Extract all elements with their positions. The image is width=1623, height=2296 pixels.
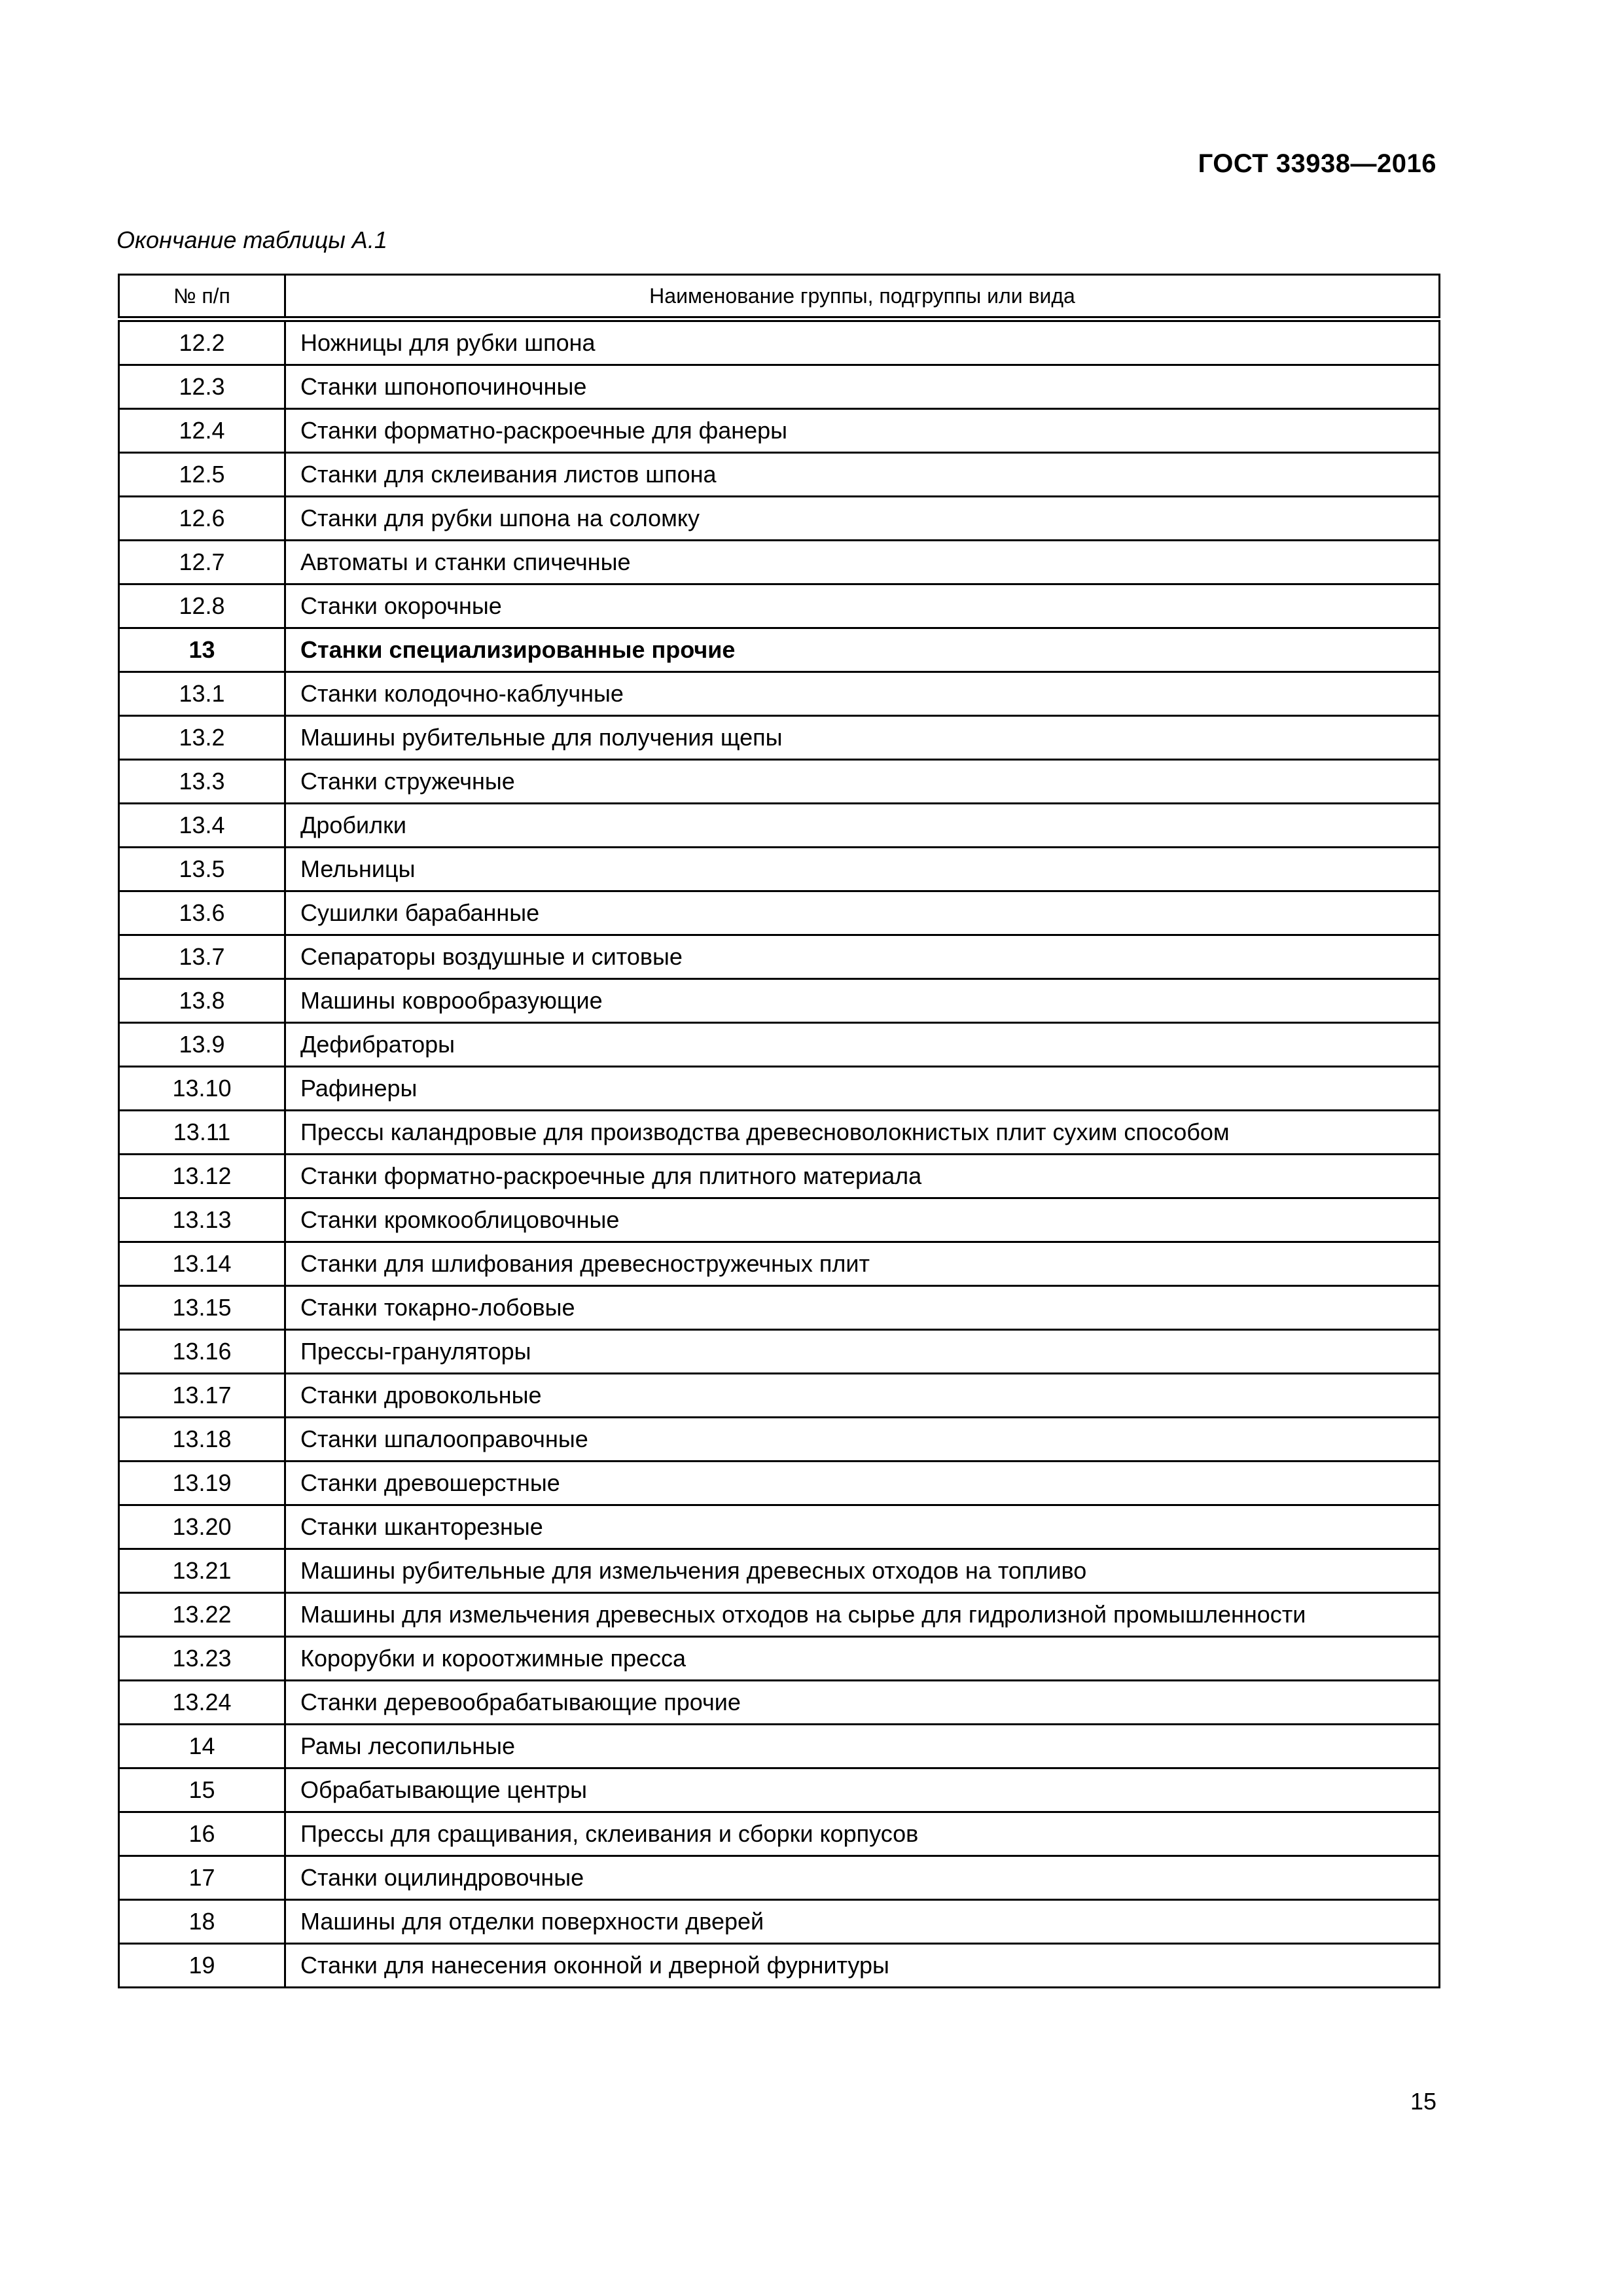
row-number-cell: 13.15 — [119, 1286, 285, 1330]
row-number-cell: 17 — [119, 1856, 285, 1900]
table-row — [119, 1681, 1440, 1725]
table-row — [119, 1286, 1440, 1330]
table-row — [119, 1549, 1440, 1593]
row-number-cell: 12.3 — [119, 365, 285, 409]
row-number-cell: 12.8 — [119, 584, 285, 628]
table-row — [119, 1768, 1440, 1812]
row-name-cell: Машины рубительные для измельчения древесных отходов на топливо — [285, 1549, 1440, 1593]
row-number-cell: 13.6 — [119, 891, 285, 935]
classification-table — [118, 274, 1440, 1988]
table-row — [119, 1242, 1440, 1286]
table-row — [119, 979, 1440, 1023]
row-number-cell: 13.18 — [119, 1418, 285, 1462]
row-number-cell: 12.5 — [119, 453, 285, 497]
row-name-cell: Рамы лесопильные — [285, 1725, 1440, 1768]
row-name-cell: Станки для шлифования древесностружечных плит — [285, 1242, 1440, 1286]
table-caption: Окончание таблицы А.1 — [116, 226, 387, 253]
row-name-cell: Станки шпалооправочные — [285, 1418, 1440, 1462]
row-name-cell: Станки стружечные — [285, 760, 1440, 804]
table-row — [119, 1856, 1440, 1900]
row-number-cell: 19 — [119, 1944, 285, 1988]
row-name-cell: Станки колодочно-каблучные — [285, 672, 1440, 716]
row-number-cell: 13.16 — [119, 1330, 285, 1374]
row-name-cell: Корорубки и короотжимные пресса — [285, 1637, 1440, 1681]
row-number-cell: 12.4 — [119, 409, 285, 453]
row-name-cell: Станки шканторезные — [285, 1505, 1440, 1549]
row-name-cell: Автоматы и станки спичечные — [285, 541, 1440, 584]
row-name-cell: Сушилки барабанные — [285, 891, 1440, 935]
table-row — [119, 497, 1440, 541]
row-number-cell: 13.19 — [119, 1462, 285, 1505]
row-number-cell: 13.4 — [119, 804, 285, 848]
row-name-cell: Прессы-грануляторы — [285, 1330, 1440, 1374]
row-number-cell: 14 — [119, 1725, 285, 1768]
row-name-cell: Сепараторы воздушные и ситовые — [285, 935, 1440, 979]
row-name-cell: Машины рубительные для получения щепы — [285, 716, 1440, 760]
row-name-cell: Станки дровокольные — [285, 1374, 1440, 1418]
table-row — [119, 1812, 1440, 1856]
table-row — [119, 453, 1440, 497]
table-row — [119, 1155, 1440, 1198]
row-number-cell: 12.6 — [119, 497, 285, 541]
row-name-cell: Станки для рубки шпона на соломку — [285, 497, 1440, 541]
row-number-cell: 13.10 — [119, 1067, 285, 1111]
row-name-cell: Ножницы для рубки шпона — [285, 319, 1440, 365]
row-number-cell: 13.5 — [119, 848, 285, 891]
row-name-cell: Мельницы — [285, 848, 1440, 891]
row-number-cell: 13.8 — [119, 979, 285, 1023]
row-name-cell: Дробилки — [285, 804, 1440, 848]
row-number-cell: 13.2 — [119, 716, 285, 760]
table-row — [119, 541, 1440, 584]
table-row — [119, 716, 1440, 760]
table-header-row — [119, 275, 1440, 319]
row-name-cell: Прессы для сращивания, склеивания и сборки корпусов — [285, 1812, 1440, 1856]
row-name-cell: Дефибраторы — [285, 1023, 1440, 1067]
table-group-row — [119, 628, 1440, 672]
column-header-name: Наименование группы, подгруппы или вида — [285, 275, 1440, 319]
table-row — [119, 1725, 1440, 1768]
row-number-cell: 15 — [119, 1768, 285, 1812]
row-number-cell: 13.7 — [119, 935, 285, 979]
table-row — [119, 1418, 1440, 1462]
row-name-cell: Станки оцилиндровочные — [285, 1856, 1440, 1900]
table-row — [119, 409, 1440, 453]
table-row — [119, 848, 1440, 891]
document-id: ГОСТ 33938—2016 — [1198, 149, 1436, 178]
row-name-cell: Машины для измельчения древесных отходов на сырье для гидролизной промышленности — [285, 1593, 1440, 1637]
row-number-cell: 18 — [119, 1900, 285, 1944]
row-number-cell: 12.2 — [119, 319, 285, 365]
row-number-cell: 13.17 — [119, 1374, 285, 1418]
table-row — [119, 1111, 1440, 1155]
page-number: 15 — [1410, 2088, 1436, 2115]
table-row — [119, 1944, 1440, 1988]
row-name-cell: Машины для отделки поверхности дверей — [285, 1900, 1440, 1944]
row-number-cell: 13.21 — [119, 1549, 285, 1593]
row-number-cell: 13.22 — [119, 1593, 285, 1637]
row-number-cell: 13.9 — [119, 1023, 285, 1067]
row-name-cell: Рафинеры — [285, 1067, 1440, 1111]
row-name-cell: Станки форматно-раскроечные для фанеры — [285, 409, 1440, 453]
row-number-cell: 13.1 — [119, 672, 285, 716]
table-row — [119, 1374, 1440, 1418]
row-name-cell: Станки специализированные прочие — [285, 628, 1440, 672]
row-number-cell: 13 — [119, 628, 285, 672]
row-name-cell: Прессы каландровые для производства древесноволокнистых плит сухим способом — [285, 1111, 1440, 1155]
row-number-cell: 13.24 — [119, 1681, 285, 1725]
row-number-cell: 13.14 — [119, 1242, 285, 1286]
table-body — [119, 319, 1440, 1988]
row-number-cell: 13.12 — [119, 1155, 285, 1198]
row-name-cell: Станки деревообрабатывающие прочие — [285, 1681, 1440, 1725]
row-number-cell: 13.13 — [119, 1198, 285, 1242]
table-row — [119, 1505, 1440, 1549]
table-row — [119, 319, 1440, 365]
row-number-cell: 12.7 — [119, 541, 285, 584]
row-name-cell: Станки кромкооблицовочные — [285, 1198, 1440, 1242]
table-row — [119, 1023, 1440, 1067]
row-name-cell: Станки форматно-раскроечные для плитного материала — [285, 1155, 1440, 1198]
table-row — [119, 1637, 1440, 1681]
table-row — [119, 672, 1440, 716]
row-number-cell: 13.3 — [119, 760, 285, 804]
row-name-cell: Станки токарно-лобовые — [285, 1286, 1440, 1330]
row-name-cell: Машины коврообразующие — [285, 979, 1440, 1023]
table-row — [119, 1462, 1440, 1505]
table-row — [119, 760, 1440, 804]
row-name-cell: Станки окорочные — [285, 584, 1440, 628]
row-number-cell: 16 — [119, 1812, 285, 1856]
row-name-cell: Станки древошерстные — [285, 1462, 1440, 1505]
row-number-cell: 13.23 — [119, 1637, 285, 1681]
table-row — [119, 1900, 1440, 1944]
row-number-cell: 13.20 — [119, 1505, 285, 1549]
table-row — [119, 1067, 1440, 1111]
row-number-cell: 13.11 — [119, 1111, 285, 1155]
row-name-cell: Станки для склеивания листов шпона — [285, 453, 1440, 497]
table-row — [119, 891, 1440, 935]
table-row — [119, 804, 1440, 848]
table-row — [119, 584, 1440, 628]
row-name-cell: Станки для нанесения оконной и дверной фурнитуры — [285, 1944, 1440, 1988]
table-row — [119, 1330, 1440, 1374]
row-name-cell: Станки шпонопочиночные — [285, 365, 1440, 409]
table-row — [119, 1198, 1440, 1242]
table-row — [119, 1593, 1440, 1637]
table-row — [119, 935, 1440, 979]
table-row — [119, 365, 1440, 409]
row-name-cell: Обрабатывающие центры — [285, 1768, 1440, 1812]
column-header-number: № п/п — [119, 275, 285, 319]
